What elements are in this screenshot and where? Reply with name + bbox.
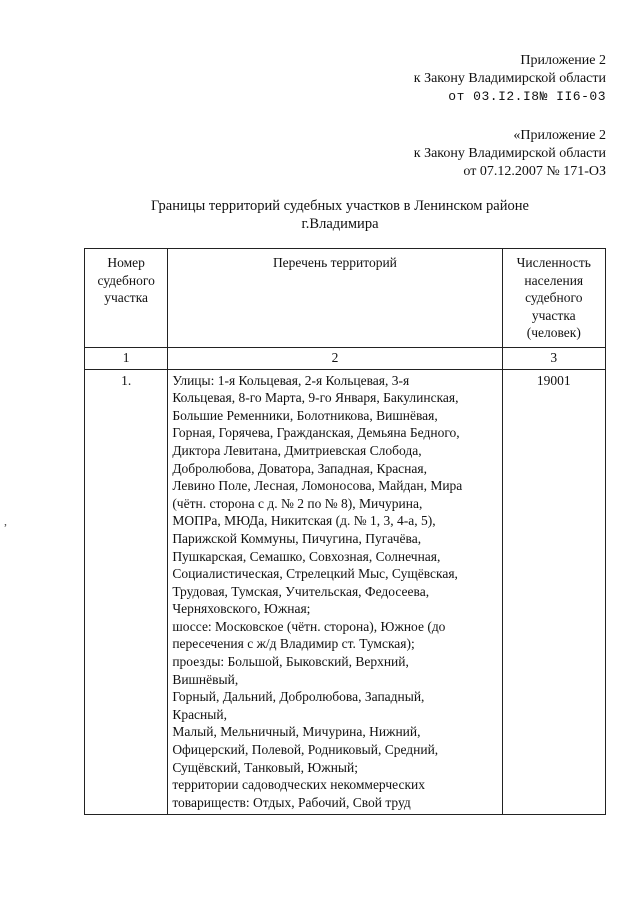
territory-line: Малый, Мельничный, Мичурина, Нижний, (172, 724, 421, 740)
appendix-law: к Закону Владимирской области (413, 71, 606, 86)
territory-line: Сущёвский, Танковый, Южный; (172, 759, 358, 775)
table-row (85, 369, 606, 815)
appendix-law: к Закону Владимирской области (413, 146, 606, 161)
appendix-date-number: от 03.I2.I8№ II6-03 (448, 89, 606, 104)
territory-line: Добролюбова, Доватора, Западная, Красная, (172, 460, 427, 476)
column-number: 2 (168, 347, 502, 369)
territory-line: Красный, (172, 706, 227, 722)
territory-line: шоссе: Московское (чётн. сторона), Южное (до (172, 618, 446, 634)
territory-line: Офицерский, Полевой, Родниковый, Средний, (172, 742, 439, 758)
district-number: 1. (85, 369, 168, 815)
territory-line: пересечения с ж/д Владимир ст. Тумская); (172, 636, 415, 652)
document-title (100, 197, 580, 233)
territory-line: Вишнёвый, (172, 671, 239, 687)
territories-table (84, 248, 606, 815)
column-number: 3 (502, 347, 605, 369)
document-title-line-1: Границы территорий судебных участков в Ленинском районе (151, 198, 529, 214)
population-value: 19001 (502, 369, 605, 815)
territory-line: Левино Поле, Лесная, Ломоносова, Майдан, Мира (172, 478, 463, 494)
column-number-row (85, 347, 606, 369)
territory-line: Пушкарская, Семашко, Совхозная, Солнечная, (172, 548, 441, 564)
territory-line: Горная, Горячева, Гражданская, Демьяна Бедного, (172, 425, 460, 441)
territory-line: Трудовая, Тумская, Учительская, Федосеева, (172, 583, 430, 599)
appendix-title: Приложение 2 (520, 53, 606, 68)
appendix-header-old (414, 127, 606, 181)
margin-mark: , (4, 514, 7, 528)
territory-line: (чётн. сторона с д. № 2 по № 8), Мичурина, (172, 495, 423, 511)
appendix-date-number: от 07.12.2007 № 171-ОЗ (463, 164, 606, 179)
header-district-number: Номер судебного участка (85, 249, 168, 348)
territory-line: Горный, Дальний, Добролюбова, Западный, (172, 689, 425, 705)
territory-line: Парижской Коммуны, Пичугина, Пугачёва, (172, 530, 422, 546)
territory-line: Большие Ременники, Болотникова, Вишнёвая, (172, 407, 438, 423)
territory-line: товариществ: Отдых, Рабочий, Свой труд (172, 794, 411, 810)
document-title-line-2: г.Владимира (301, 216, 379, 232)
header-population: Численность населения судебного участка (человек) (502, 249, 605, 348)
territory-list (168, 369, 502, 815)
column-number: 1 (85, 347, 168, 369)
territory-line: территории садоводческих некоммерческих (172, 777, 425, 793)
territory-line: Кольцевая, 8-го Марта, 9-го Января, Бакулинская, (172, 390, 459, 406)
table-header-row (85, 249, 606, 348)
territory-line: проезды: Большой, Быковский, Верхний, (172, 654, 409, 670)
territory-line: Черняховского, Южная; (172, 601, 311, 617)
territory-line: Диктора Левитана, Дмитриевская Слобода, (172, 442, 422, 458)
territory-line: Социалистическая, Стрелецкий Мыс, Сущёвская, (172, 566, 458, 582)
appendix-header-new (414, 52, 606, 106)
territory-line: МОПРа, МЮДа, Никитская (д. № 1, 3, 4-а, 5), (172, 513, 436, 529)
appendix-title: «Приложение 2 (513, 128, 606, 143)
territory-line: Улицы: 1-я Кольцевая, 2-я Кольцевая, 3-я (172, 372, 410, 388)
header-territory-list: Перечень территорий (168, 249, 502, 348)
